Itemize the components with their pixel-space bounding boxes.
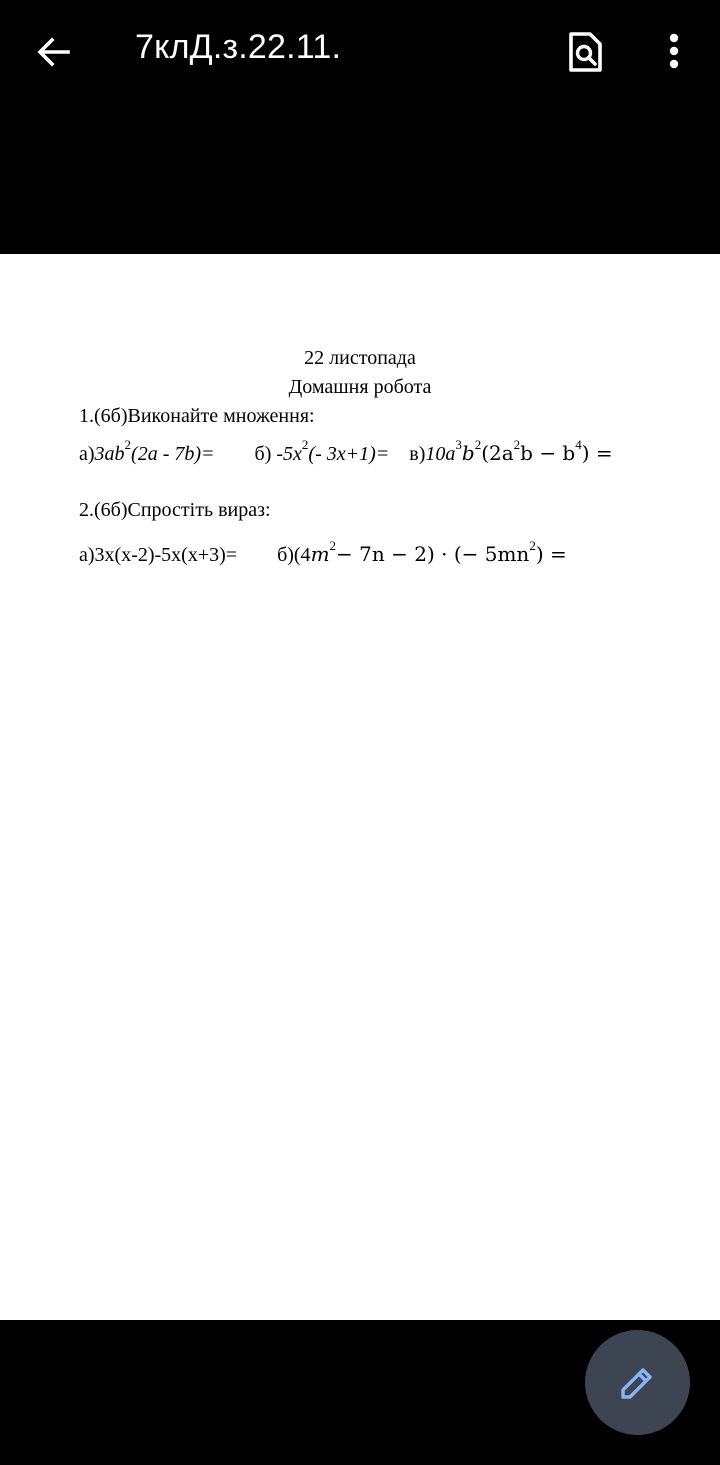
document-heading: Домашня робота	[288, 376, 432, 398]
task1-a: $а)3ab^2(2a - 7b)=$	[79, 437, 215, 465]
task2-b: $б)(4m^2- 7n - 2)$ · (− $5mn^2$) =	[277, 538, 567, 566]
more-options-button[interactable]	[656, 28, 692, 76]
task2-a: а)3x(x-2)-5x(x+3)=	[79, 544, 238, 566]
arrow-back-icon	[28, 26, 78, 76]
document-date: 22 листопада	[304, 347, 416, 369]
document-title: 7клД.з.22.11.	[135, 28, 342, 66]
back-button[interactable]	[28, 26, 78, 76]
task2-expressions	[79, 538, 567, 567]
edit-pencil-icon	[615, 1360, 660, 1405]
task1-expressions	[79, 437, 613, 466]
top-app-bar	[0, 0, 720, 105]
task1-b: б) $-5x^2(-$ 3x+1)=	[254, 437, 390, 465]
task1-c: $в)10a^3b^2(2a^2b - b^4)$ =	[409, 437, 613, 465]
find-in-page-button[interactable]	[560, 26, 610, 78]
more-vert-icon	[656, 28, 692, 76]
document-page	[0, 254, 720, 1320]
find-in-page-icon	[560, 26, 610, 78]
task1-title: 1.(6б)Виконайте множення:	[79, 405, 315, 427]
edit-fab-button[interactable]	[585, 1330, 690, 1435]
task2-title: 2.(6б)Спростіть вираз:	[79, 499, 271, 521]
